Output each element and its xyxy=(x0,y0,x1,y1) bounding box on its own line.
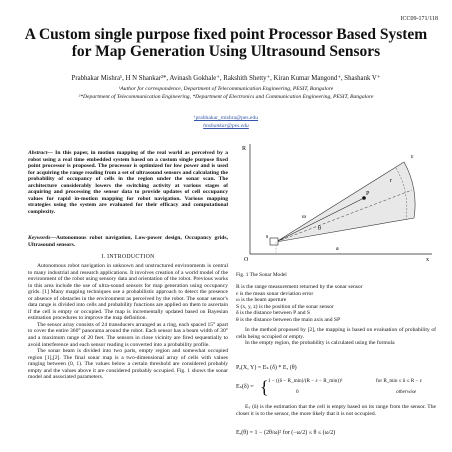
affiliation-2: ²*Department of Telecommunication Engineering, *Department of Electronics and Communication Engineering, PESIT, Bangalore xyxy=(78,94,374,100)
affiliation-1: ¹Author for correspondence, Department of Telecommunication Engineering, PESIT, Bangalore xyxy=(118,86,334,92)
definition-5: δ is the distance between P and S xyxy=(236,310,311,317)
keywords xyxy=(28,235,228,248)
label-p: P xyxy=(366,191,370,197)
intro-paragraph-2: The sensor array consists of 24 transducers arranged as a ring, each spaced 15° apart to cover the entire 360° panorama around the robot. Each sensor has a beam width of 30° and a maximum range of 20 feet. The sensors in close vicinity are fired sequentially to avoid interference and each sensor reading is converted into a probability profile. xyxy=(28,321,228,348)
equation-2-brace: { xyxy=(260,377,269,397)
label-r: r xyxy=(390,178,392,184)
equation-2-otherwise: otherwise xyxy=(396,389,417,395)
label-omega: ω xyxy=(302,214,306,220)
section-heading: I. INTRODUCTION xyxy=(101,254,155,260)
equation-2-condition: for R_min ≤ δ ≤ R − ε xyxy=(376,378,422,384)
method-continued xyxy=(236,404,436,417)
sonar-sensor xyxy=(270,238,278,245)
label-a: a xyxy=(336,246,339,252)
abstract xyxy=(28,150,228,215)
equation-1: Pₑ(X, Y) = Eₛ (δ) * Eₐ (θ) xyxy=(236,365,297,371)
equation-2-main: 1 − ((δ − R_min)/(R − ε − R_min))² xyxy=(268,378,343,384)
definition-6: θ is the distance between the main axis and SP xyxy=(236,316,341,323)
definitions-list xyxy=(236,284,436,347)
definition-4: S (x, y, z) is the position of the sonar sensor xyxy=(236,303,334,310)
abstract-label: Abstract xyxy=(28,150,48,156)
abstract-text: — In this paper, in motion mapping of the real world as perceived by a robot using a real time embedded system based on a custom single purpose fixed point processor is proposed. The processor is optimized for low power and is used for acquiring the range reading from a set of ultrasound sensors and calculating the probability of occupancy of cells in the region under the sonar scan. The architecture considerably lowers the switching activity at various stages of acquiring and processing the sensor data to provide updates of cell occupancy values for rapid in-motion mapping for robot navigation. Various mapping strategies using the system are evaluated for their efficacy and computational complexity. xyxy=(28,150,228,215)
sonar-model-diagram xyxy=(236,140,436,262)
email-link-1[interactable]: ¹prabhakar_mishra@pes.edu xyxy=(193,115,259,121)
method-paragraph-2: In the empty region, the probability is calculated using the formula xyxy=(245,340,395,347)
intro-paragraph-3: The sonar beam is divided into two parts, empty region and somewhat occupied region [1],[2]. The final sonar map is a two-dimensional array of cells with values ranging between (0, 1). The values below a certain threshold are considered probably empty and the values above it are considered probably occupied. Fig. 1 shows the sonar model and associated parameters. xyxy=(28,348,228,381)
figure-caption: Fig. 1 The Sonar Model xyxy=(236,272,287,278)
label-epsilon: ε xyxy=(411,154,414,160)
intro-paragraph-1: Autonomous robot navigation in unknown and unstructured environments is central to many industrial and research applications. It involves creation of a world model of the environment of the robot using sensory data and orientation of the robot. Previous works in this area include the use of ultra-sound sensors for map generation using occupancy grids. [1] Many mapping techniques use a probabilistic approach to detect the presence or absence of obstacles in the environment as perceived by the robot. The sonar sensor's data range is divided into cells and probability functions are applied on them to ascertain if the cell is empty or occupied. The map is incrementally updated based on Bayesian estimation procedures to improve the map definition. xyxy=(28,263,228,322)
label-s: s xyxy=(266,234,269,240)
label-y-axis: R xyxy=(242,146,247,152)
definition-2: ε is the mean sonar deviation error xyxy=(236,290,314,297)
method-continued-paragraph: Eₛ (δ) is the estimation that the cell is empty based on its range from the sensor. The closer it is to the sensor, the more likely that it is not occupied. xyxy=(236,404,436,417)
equation-3: Eₐ(θ) = 1 − (2θ/ω)² for (−ω/2) ≤ θ ≤ (ω/2) xyxy=(236,430,336,436)
email-link-2[interactable]: hnshankar@pes.edu xyxy=(203,123,249,129)
label-origin: O xyxy=(244,257,249,262)
equation-2-lhs: Eₛ(δ) = xyxy=(236,384,254,390)
sonar-beam-cone xyxy=(276,162,415,242)
paper-id: ICC09-171/118 xyxy=(400,16,438,22)
keywords-label: Keywords xyxy=(28,235,51,241)
equation-2-zero: 0 xyxy=(296,389,299,395)
label-theta: θ xyxy=(318,226,321,232)
author-list: Prabhakar Mishra¹, H N Shankar²*, Avinash Gokhale⁺, Rakshith Shetty⁺, Kiran Kumar Mangond⁺, Shashank V⁺ xyxy=(71,75,381,82)
definition-3: ω is the beam aperture xyxy=(236,297,287,304)
definition-1: R is the range measurement returned by the sonar sensor xyxy=(236,284,363,290)
method-paragraph-1: In the method proposed by [2], the mapping is based on evaluation of probability of cells being occupied or empty. xyxy=(236,327,436,340)
keywords-text: —Autonomous robot navigation, Low-power design, Occupancy grids, Ultrasound sensors. xyxy=(28,235,228,248)
paper-title: A Custom single purpose fixed point Processor Based System for Map Generation Using Ultrasound Sensors xyxy=(24,26,428,60)
sonar-model-figure xyxy=(236,140,436,262)
equation-2 xyxy=(236,377,442,399)
label-x-axis: x xyxy=(426,257,429,262)
introduction-body xyxy=(28,263,228,381)
